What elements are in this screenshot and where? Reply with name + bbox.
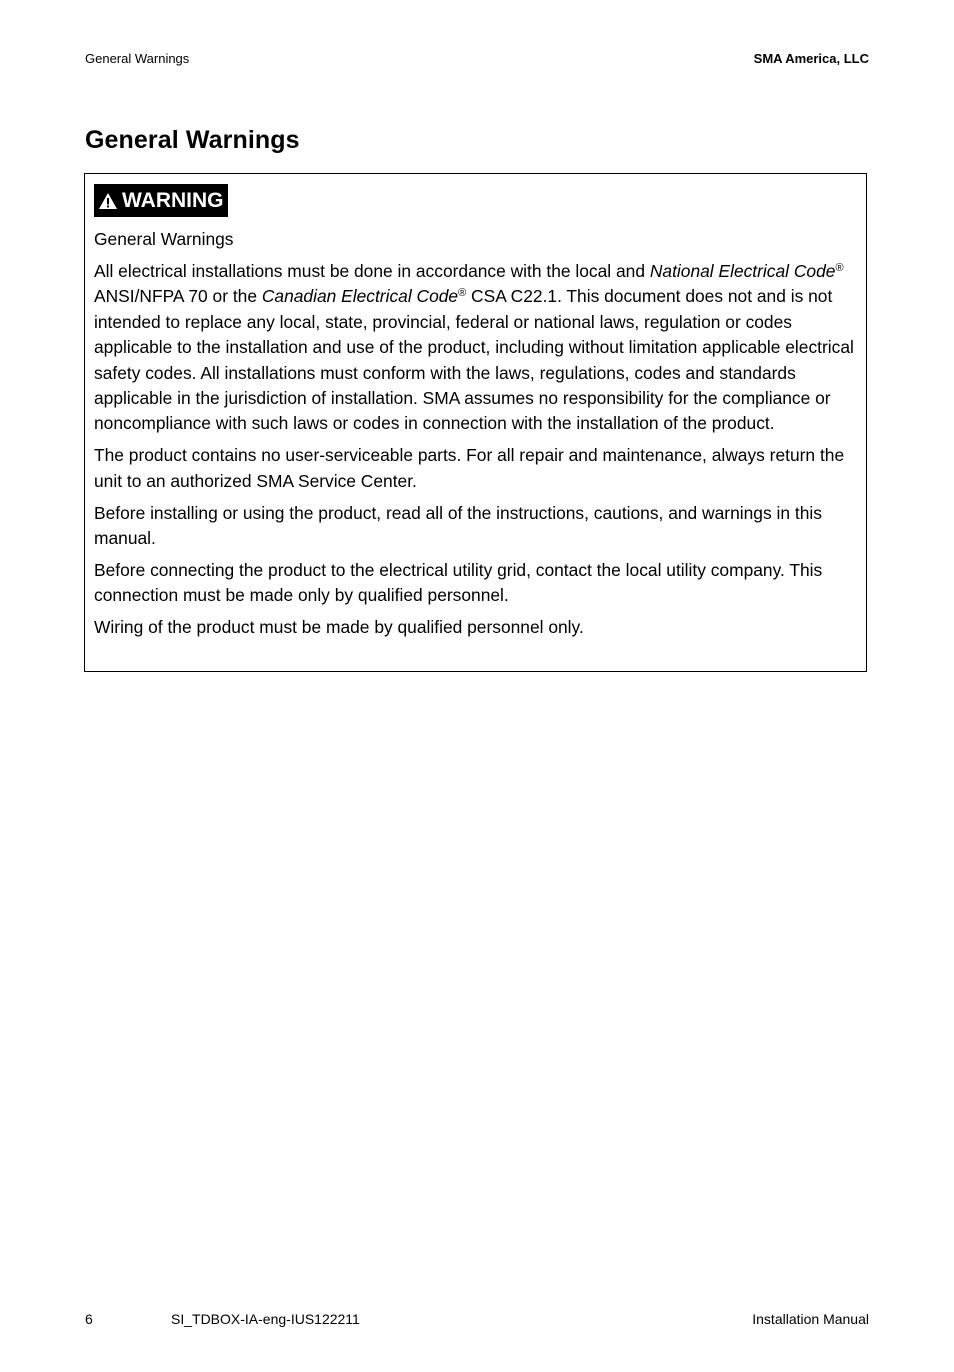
header-company: SMA America, LLC	[753, 51, 869, 66]
footer-doc-id: SI_TDBOX-IA-eng-IUS122211	[171, 1311, 360, 1327]
warning-paragraph-service: The product contains no user-serviceable parts. For all repair and maintenance, always return the unit to an authorized SMA Service Center.	[94, 445, 845, 491]
footer-doc-type: Installation Manual	[752, 1311, 869, 1327]
warning-box	[84, 173, 867, 672]
warning-triangle-icon	[98, 192, 122, 210]
warning-label: WARNING	[122, 188, 224, 212]
warning-heading: General Warnings	[94, 229, 234, 249]
warning-badge	[94, 184, 228, 217]
footer-page-number: 6	[85, 1311, 93, 1327]
warning-content	[94, 227, 862, 647]
warning-paragraph-instructions: Before installing or using the product, read all of the instructions, cautions, and warnings in this manual.	[94, 502, 822, 548]
registered-mark: ®	[835, 261, 844, 274]
warning-paragraph-grid: Before connecting the product to the electrical utility grid, contact the local utility company. This connection must be made only by qualified personnel.	[94, 559, 823, 606]
registered-mark: ®	[458, 287, 467, 300]
header-section-title: General Warnings	[85, 51, 190, 66]
text-span: All electrical installations must be done in accordance with the local and	[94, 260, 650, 281]
canadian-electrical-code: Canadian Electrical Code	[261, 286, 459, 307]
text-span: CSA C22.1. This document does not and is not intended to replace any local, state, provincial, federal or national laws, regulation or codes applicable to the installation and use of the product, including without limitation applicable electrical safety codes. All installations must conform with the laws, regulations, codes and standards applicable in the jurisdiction of installation. SMA assumes no responsibility for the compliance or noncompliance with such laws or codes in connection with the installation of the product.	[94, 286, 854, 434]
warning-paragraph-wiring: Wiring of the product must be made by qualified personnel only.	[94, 617, 584, 638]
national-electrical-code: National Electrical Code	[649, 260, 836, 281]
page-title: General Warnings	[85, 126, 300, 154]
text-span: ANSI/NFPA 70 or the	[94, 286, 262, 307]
warning-paragraph-codes	[94, 259, 862, 437]
